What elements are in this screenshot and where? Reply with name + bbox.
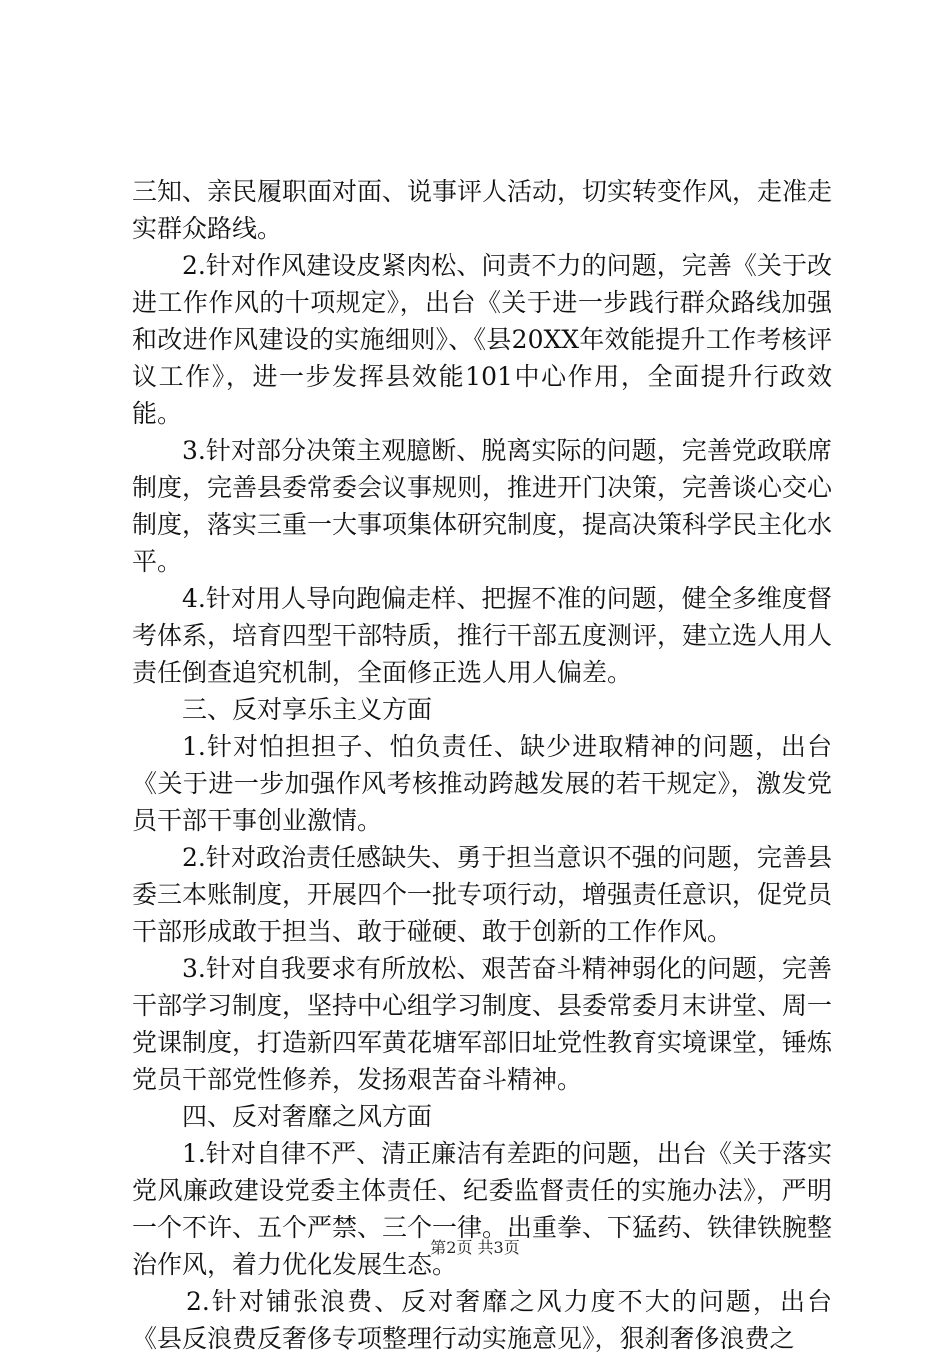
paragraph-hedonism-item-1: 1.针对怕担担子、怕负责任、缺少进取精神的问题，出台《关于进一步加强作风考核推动跨越发展的若干规定》，激发党员干部干事创业激情。 (132, 732, 832, 835)
page-footer: 第2页 共3页 (430, 1238, 520, 1257)
document-body (132, 173, 832, 1357)
paragraph-item-3-decision: 3.针对部分决策主观臆断、脱离实际的问题，完善党政联席制度，完善县委常委会议事规则，推进开门决策，完善谈心交心制度，落实三重一大事项集体研究制度，提高决策科学民主化水平。 (132, 436, 833, 576)
section-heading-extravagance: 四、反对奢靡之风方面 (182, 1102, 433, 1131)
paragraph-extravagance-item-2: 2.针对铺张浪费、反对奢靡之风力度不大的问题，出台《县反浪费反奢侈专项整理行动实施意见》，狠刹奢侈浪费之 (132, 1287, 832, 1353)
section-heading-hedonism: 三、反对享乐主义方面 (182, 695, 433, 724)
paragraph-extravagance-item-1: 1.针对自律不严、清正廉洁有差距的问题，出台《关于落实党风廉政建设党委主体责任、纪委监督责任的实施办法》，严明一个不许、五个严禁、三个一律。出重拳、下猛药、铁律铁腕整治作风，着力优化发展生态。 (132, 1139, 833, 1279)
paragraph-continuation: 三知、亲民履职面对面、说事评人活动，切实转变作风，走准走实群众路线。 (132, 177, 833, 243)
paragraph-hedonism-item-3: 3.针对自我要求有所放松、艰苦奋斗精神弱化的问题，完善干部学习制度，坚持中心组学习制度、县委常委月末讲堂、周一党课制度，打造新四军黄花塘军部旧址党性教育实境课堂，锤炼党员干部党性修养，发扬艰苦奋斗精神。 (132, 954, 833, 1094)
paragraph-hedonism-item-2: 2.针对政治责任感缺失、勇于担当意识不强的问题，完善县委三本账制度，开展四个一批专项行动，增强责任意识，促党员干部形成敢于担当、敢于碰硬、敢于创新的工作作风。 (132, 843, 833, 946)
paragraph-item-4-personnel: 4.针对用人导向跑偏走样、把握不准的问题，健全多维度督考体系，培育四型干部特质，推行干部五度测评，建立选人用人责任倒查追究机制，全面修正选人用人偏差。 (132, 584, 833, 687)
paragraph-item-2-style: 2.针对作风建设皮紧肉松、问责不力的问题，完善《关于改进工作作风的十项规定》，出台《关于进一步践行群众路线加强和改进作风建设的实施细则》、《县20XX年效能提升工作考核评议工作》，进一步发挥县效能101中心作用，全面提升行政效能。 (132, 251, 832, 428)
